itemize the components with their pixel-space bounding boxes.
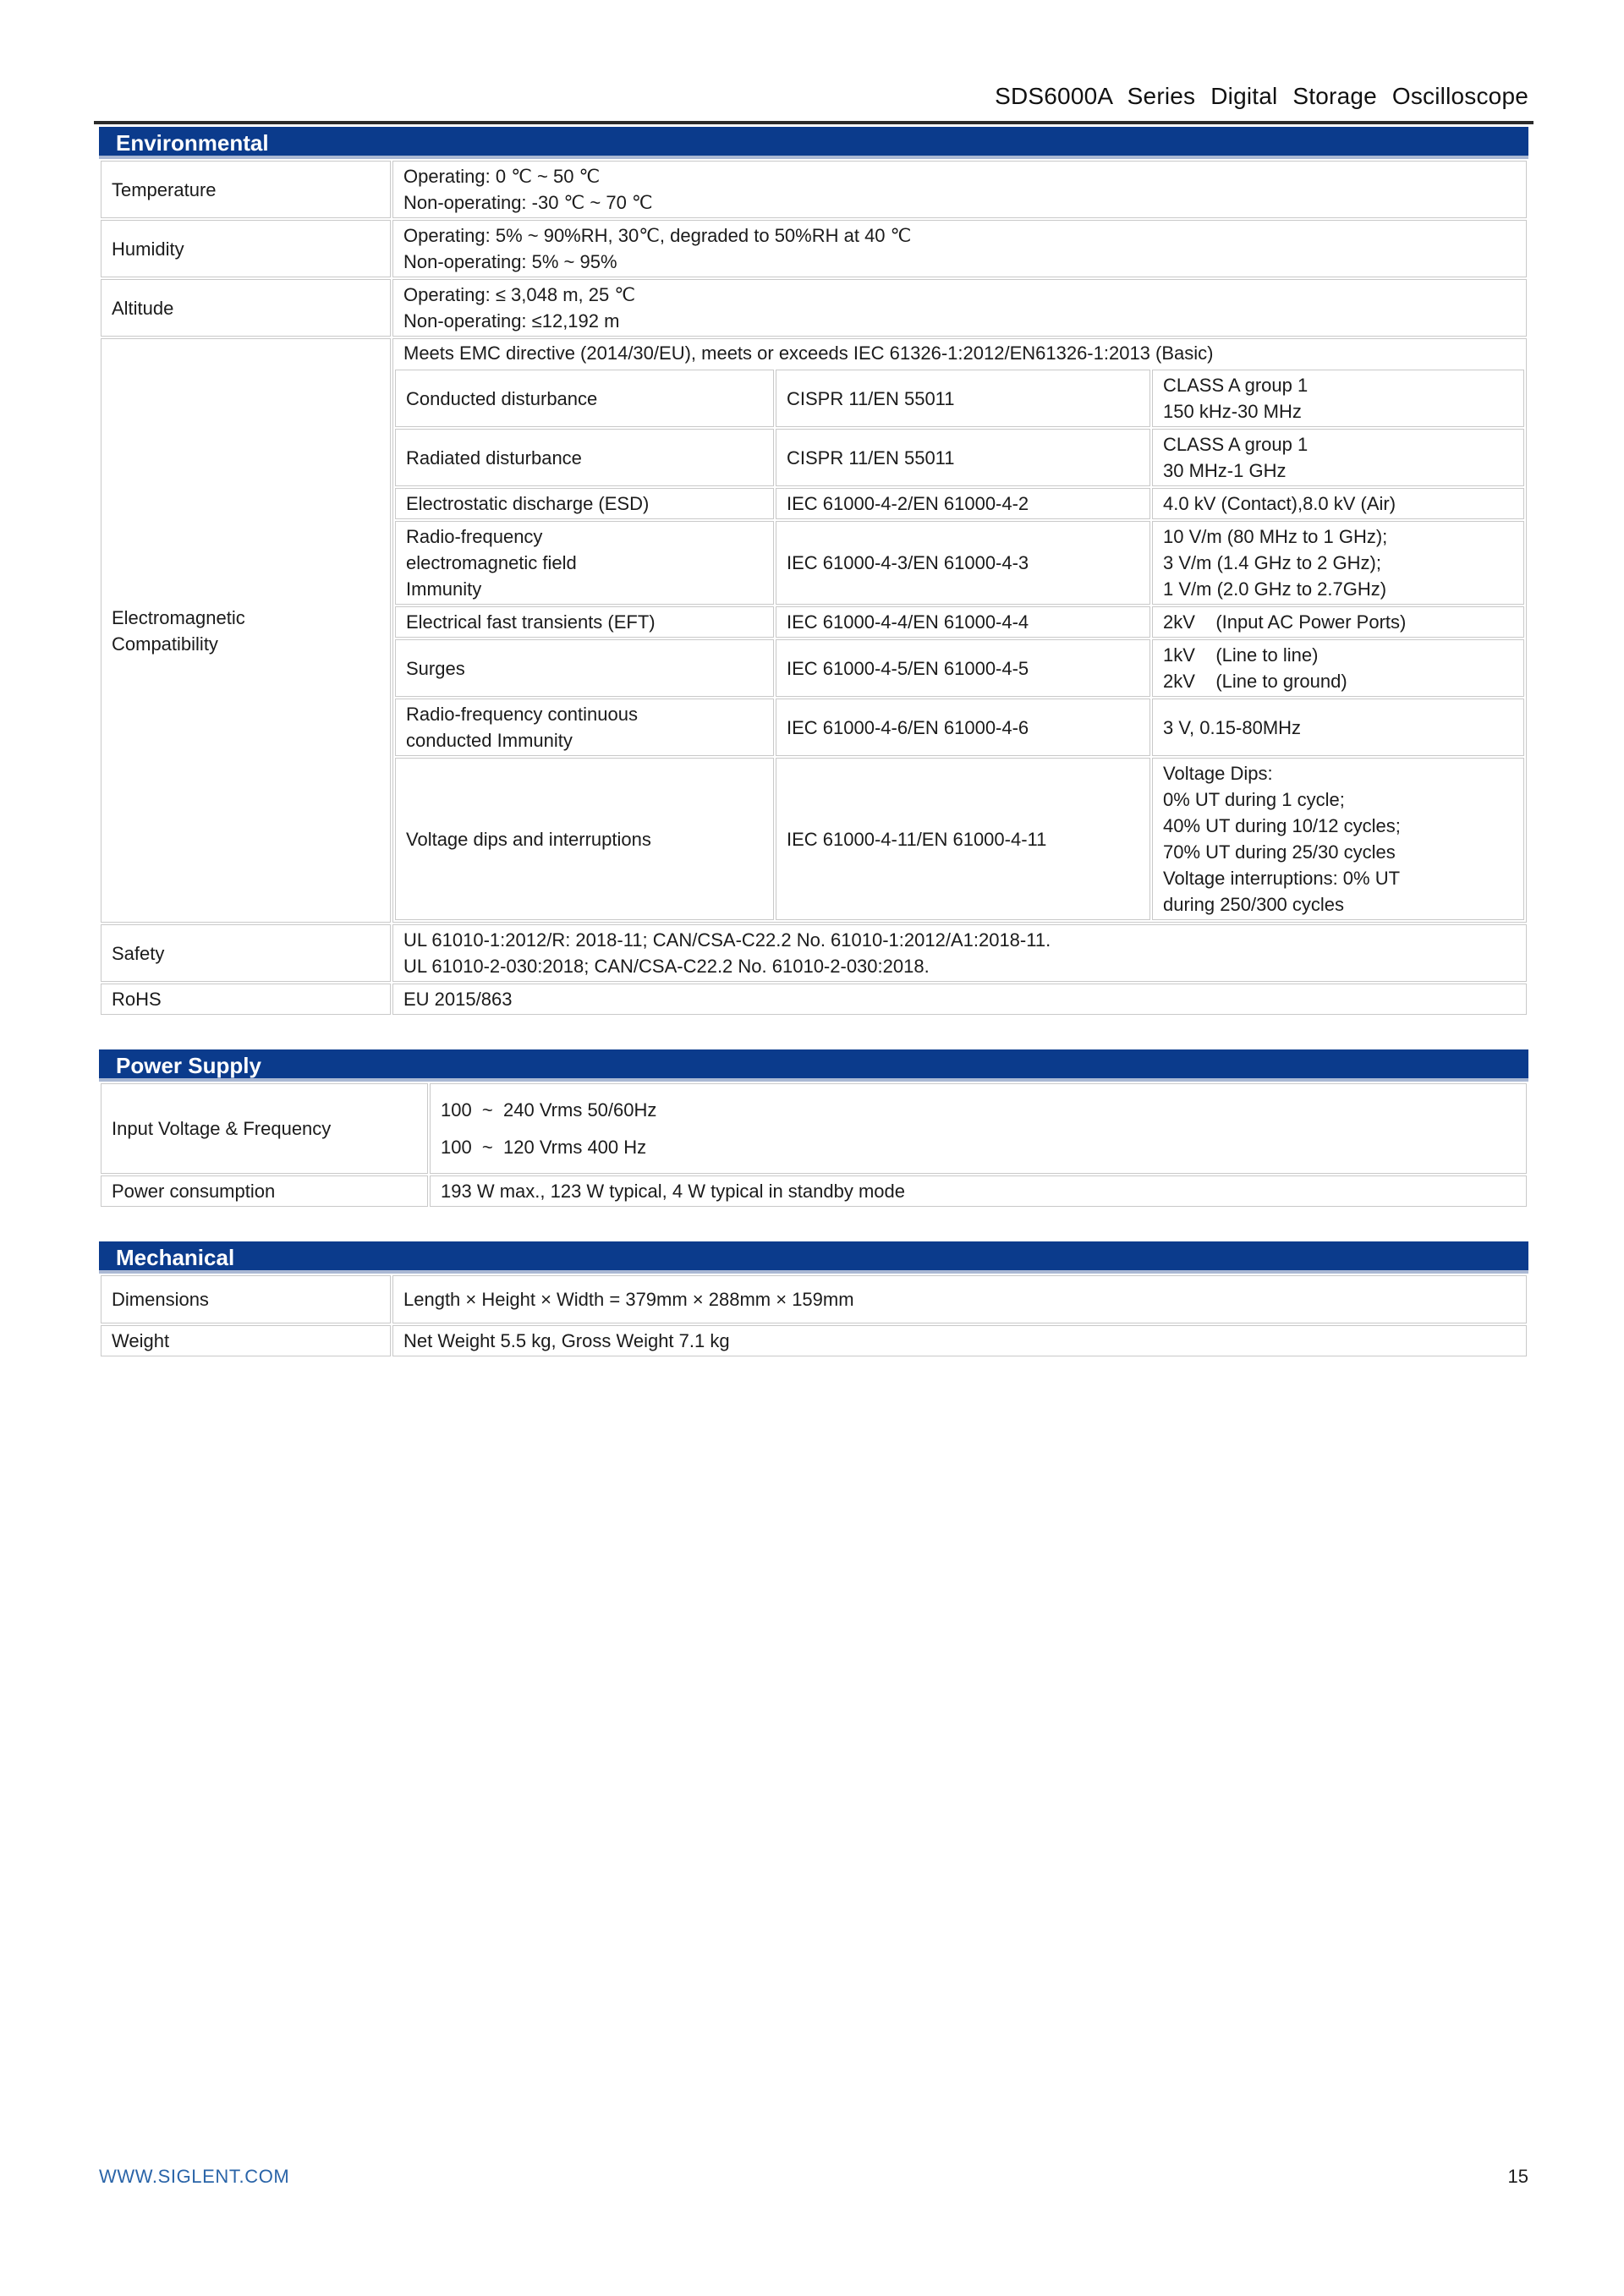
table-row <box>101 1275 1527 1323</box>
temperature-non-operating: Non-operating: -30 ℃ ~ 70 ℃ <box>403 192 653 213</box>
emc-row <box>395 606 1524 638</box>
row-label-safety: Safety <box>101 924 391 982</box>
page-footer <box>99 2166 1528 2188</box>
page-title: SDS6000A Series Digital Storage Oscilloscope <box>995 83 1528 109</box>
emc-row-value: 3 V, 0.15-80MHz <box>1163 716 1302 738</box>
header-rule <box>94 121 1533 124</box>
emc-row-value: Voltage interruptions: 0% UT <box>1163 868 1401 889</box>
emc-row <box>395 488 1524 519</box>
input-voltage-line: 100 ~ 240 Vrms 50/60Hz <box>441 1099 657 1121</box>
emc-row-value: CLASS A group 1 <box>1163 434 1309 455</box>
row-label-power-consumption: Power consumption <box>101 1175 428 1207</box>
humidity-operating: Operating: 5% ~ 90%RH, 30℃, degraded to 50%RH at 40 ℃ <box>403 225 912 246</box>
emc-row-name: Electrical fast transients (EFT) <box>406 611 656 633</box>
emc-row-name: Surges <box>406 657 465 679</box>
emc-row-name: Electrostatic discharge (ESD) <box>406 493 650 514</box>
emc-row-standard: IEC 61000-4-4/EN 61000-4-4 <box>787 611 1029 633</box>
emc-row-value: 10 V/m (80 MHz to 1 GHz); <box>1163 526 1388 547</box>
emc-row-standard: IEC 61000-4-5/EN 61000-4-5 <box>787 657 1029 679</box>
row-label-altitude: Altitude <box>101 279 391 337</box>
humidity-non-operating: Non-operating: 5% ~ 95% <box>403 251 617 272</box>
emc-row-name: Conducted disturbance <box>406 387 598 409</box>
footer-page-number: 15 <box>1507 2166 1528 2187</box>
emc-row-value: 70% UT during 25/30 cycles <box>1163 841 1396 863</box>
row-label-weight: Weight <box>101 1325 391 1356</box>
row-label-rohs: RoHS <box>101 984 391 1015</box>
footer-website-link[interactable]: WWW.SIGLENT.COM <box>99 2166 290 2187</box>
emc-row <box>395 639 1524 697</box>
emc-row-value: 1kV (Line to line) <box>1163 644 1319 666</box>
table-row <box>101 1083 1527 1174</box>
emc-row-name: Radio-frequency electromagnetic field Immunity <box>406 526 582 600</box>
emc-row-value: CLASS A group 1 <box>1163 375 1309 396</box>
table-row <box>101 984 1527 1015</box>
emc-row-standard: IEC 61000-4-6/EN 61000-4-6 <box>787 716 1029 738</box>
emc-row-standard: CISPR 11/EN 55011 <box>787 387 955 409</box>
table-row-emc <box>101 338 1527 923</box>
table-row <box>101 1325 1527 1356</box>
emc-row-value: 40% UT during 10/12 cycles; <box>1163 815 1401 836</box>
row-label-humidity: Humidity <box>101 220 391 277</box>
emc-row-name: Voltage dips and interruptions <box>406 828 651 850</box>
environmental-table <box>99 159 1528 1016</box>
emc-row <box>395 699 1524 756</box>
emc-row-value: 2kV (Input AC Power Ports) <box>1163 611 1407 633</box>
emc-row-standard: IEC 61000-4-3/EN 61000-4-3 <box>787 552 1029 573</box>
emc-row-value: 0% UT during 1 cycle; <box>1163 789 1345 810</box>
table-row <box>101 1175 1527 1207</box>
table-row <box>101 279 1527 337</box>
dimensions-value: Length × Height × Width = 379mm × 288mm × 159mm <box>403 1289 854 1310</box>
rohs-value: EU 2015/863 <box>403 989 513 1010</box>
section-header-mechanical: Mechanical <box>99 1241 1528 1274</box>
safety-line: UL 61010-1:2012/R: 2018-11; CAN/CSA-C22.2 No. 61010-1:2012/A1:2018-11. <box>403 929 1051 951</box>
safety-line: UL 61010-2-030:2018; CAN/CSA-C22.2 No. 61010-2-030:2018. <box>403 956 930 977</box>
section-header-environmental: Environmental <box>99 127 1528 159</box>
power-supply-table <box>99 1082 1528 1208</box>
power-consumption-value: 193 W max., 123 W typical, 4 W typical in standby mode <box>441 1181 906 1202</box>
altitude-non-operating: Non-operating: ≤12,192 m <box>403 310 620 332</box>
emc-row-value: 1 V/m (2.0 GHz to 2.7GHz) <box>1163 578 1387 600</box>
temperature-operating: Operating: 0 ℃ ~ 50 ℃ <box>403 166 601 187</box>
altitude-operating: Operating: ≤ 3,048 m, 25 ℃ <box>403 284 636 305</box>
emc-row-value: 2kV (Line to ground) <box>1163 671 1347 692</box>
emc-row <box>395 429 1524 486</box>
table-row <box>101 220 1527 277</box>
emc-row-value: Voltage Dips: <box>1163 763 1273 784</box>
emc-row-name: Radiated disturbance <box>406 447 582 469</box>
table-row <box>101 924 1527 982</box>
emc-row-name: Radio-frequency continuous conducted Immunity <box>406 704 644 751</box>
emc-row <box>395 521 1524 605</box>
row-label-input-voltage: Input Voltage & Frequency <box>101 1083 428 1174</box>
emc-row <box>395 758 1524 920</box>
emc-row <box>395 370 1524 427</box>
row-label-temperature: Temperature <box>101 161 391 218</box>
emc-subtable <box>393 368 1526 922</box>
emc-row-value: 4.0 kV (Contact),8.0 kV (Air) <box>1163 493 1396 514</box>
mechanical-table <box>99 1274 1528 1358</box>
row-label-dimensions: Dimensions <box>101 1275 391 1323</box>
emc-row-standard: IEC 61000-4-11/EN 61000-4-11 <box>787 828 1047 850</box>
emc-row-value: 150 kHz-30 MHz <box>1163 401 1302 422</box>
emc-row-value: 30 MHz-1 GHz <box>1163 460 1287 481</box>
emc-intro: Meets EMC directive (2014/30/EU), meets or exceeds IEC 61326-1:2012/EN61326-1:2013 (Basic) <box>403 342 1214 364</box>
section-header-power-supply: Power Supply <box>99 1049 1528 1082</box>
emc-row-value: during 250/300 cycles <box>1163 894 1345 915</box>
input-voltage-line: 100 ~ 120 Vrms 400 Hz <box>441 1137 647 1158</box>
emc-row-standard: CISPR 11/EN 55011 <box>787 447 955 469</box>
emc-row-value: 3 V/m (1.4 GHz to 2 GHz); <box>1163 552 1381 573</box>
weight-value: Net Weight 5.5 kg, Gross Weight 7.1 kg <box>403 1330 730 1351</box>
emc-row-standard: IEC 61000-4-2/EN 61000-4-2 <box>787 493 1029 514</box>
row-label-emc: Electromagnetic Compatibility <box>101 338 391 923</box>
table-row <box>101 161 1527 218</box>
